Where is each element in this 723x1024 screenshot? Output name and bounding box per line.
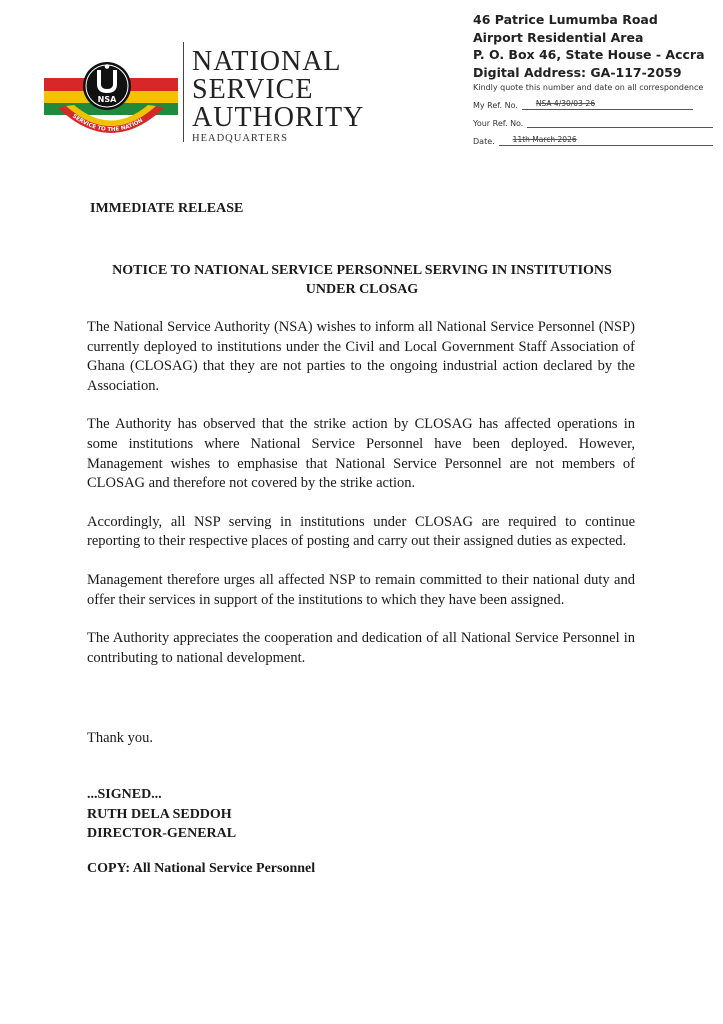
body-paragraph: The Authority appreciates the cooperation and dedication of all National Service Personnel in contributing to national development. xyxy=(87,630,635,666)
body-paragraph: The Authority has observed that the strike action by CLOSAG has affected operations in some institutions where National Service Personnel have been deployed. However, Management wishes to emphasise that National Service Personnel are not members of CLOSAG and therefore not covered by the strike action. xyxy=(87,416,635,492)
brand-wordmark xyxy=(192,48,364,145)
your-ref-value xyxy=(527,116,713,128)
my-ref-row xyxy=(473,92,713,110)
my-ref-value: NSA 4/30/03-26 xyxy=(522,98,693,110)
date-value: 11th March 2026 xyxy=(499,134,713,146)
copy-line: COPY: All National Service Personnel xyxy=(87,861,316,876)
logo-text: NSA xyxy=(97,95,117,104)
body-paragraph: The National Service Authority (NSA) wishes to inform all National Service Personnel (NSP) currently deployed to institutions under the Civil and Local Government Staff Association of Ghana (CLOSAG) that they are not parties to the ongoing industrial action declared by the Association. xyxy=(87,319,635,394)
release-label: IMMEDIATE RELEASE xyxy=(90,201,244,216)
signatory-role: DIRECTOR-GENERAL xyxy=(87,826,237,841)
notice-title: NOTICE TO NATIONAL SERVICE PERSONNEL SERVING IN INSTITUTIONS UNDER CLOSAG xyxy=(112,263,612,297)
nsa-logo xyxy=(44,58,178,142)
brand-divider xyxy=(183,42,184,142)
brand-line-1: NATIONAL xyxy=(192,46,342,77)
address-block xyxy=(473,11,713,146)
brand-line-2: SERVICE xyxy=(192,74,314,105)
brand-line-3: AUTHORITY xyxy=(192,102,365,133)
signature-block xyxy=(87,785,236,844)
my-ref-label: My Ref. No. xyxy=(473,101,518,110)
kindly-note: Kindly quote this number and date on all correspondence xyxy=(473,83,704,92)
address-line: Airport Residential Area xyxy=(473,29,644,45)
date-label: Date. xyxy=(473,137,495,146)
signatory-name: RUTH DELA SEDDOH xyxy=(87,806,232,822)
svg-text:SERVICE TO THE NATION: SERVICE TO THE NATION xyxy=(71,113,144,134)
your-ref-row xyxy=(473,110,713,128)
closing-thanks: Thank you. xyxy=(87,730,154,746)
signed-line: ...SIGNED... xyxy=(87,787,162,802)
body-paragraph: Accordingly, all NSP serving in institutions under CLOSAG are required to continue reporting to their respective places of posting and carry out their assigned duties as expected. xyxy=(87,513,635,550)
address-line: P. O. Box 46, State House - Accra xyxy=(473,47,705,62)
body-paragraph: Management therefore urges all affected NSP to remain committed to their national duty and offer their services in support of the institutions to which they have been assigned. xyxy=(87,571,635,608)
address-line: 46 Patrice Lumumba Road xyxy=(473,12,658,27)
your-ref-label: Your Ref. No. xyxy=(473,119,524,128)
brand-subtitle: HEADQUARTERS xyxy=(192,133,288,144)
date-row xyxy=(473,128,713,146)
notice-body xyxy=(87,318,635,687)
address-line: Digital Address: GA-117-2059 xyxy=(473,64,682,80)
